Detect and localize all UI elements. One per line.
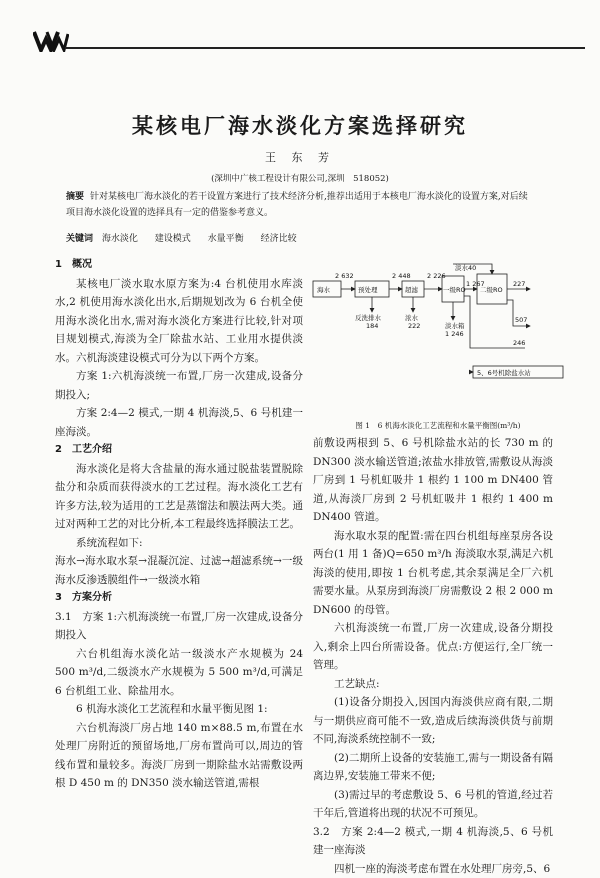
section-heading: 3 方案分析 xyxy=(55,589,303,608)
paragraph: (1)设备分期投入,因国内海淡供应商有限,二期与一期供应商可能不一致,造成后续海淡供货与前期不同,海淡系统控制不一致; xyxy=(313,693,553,749)
wash-label: 反洗排水 xyxy=(355,313,382,322)
paragraph: 6 机海水淡化工艺流程和水量平衡见图 1: xyxy=(55,700,303,719)
value: 1 246 xyxy=(445,330,464,338)
demin-label: 5、6号机除盐水站 xyxy=(477,368,531,377)
ro2-label: 二级RO xyxy=(480,285,503,294)
ro1-label: 一级RO xyxy=(443,285,466,294)
pretreat-label: 预处理 xyxy=(358,285,378,294)
process-flow: 海水→海水取水泵→混凝沉淀、过滤→超滤系统→一级海水反渗透膜组件→一级淡水箱 xyxy=(55,552,303,589)
value: 507 xyxy=(515,316,527,324)
abstract-label: 摘要 xyxy=(66,192,84,202)
keywords-label: 关键词 xyxy=(66,234,93,244)
paragraph: 六台机海淡厂房占地 140 m×88.5 m,布置在水处理厂房附近的预留场地,厂房布置尚可以,周边的管线布置和量较多。海淡厂房到一期除盐水站需敷设两根 D 450 m 的 DN350 淡水输送管道,需根 xyxy=(55,719,303,793)
header-rule xyxy=(65,47,585,49)
paragraph: 前敷设两根到 5、6 号机除盐水站的长 730 m 的 DN300 淡水输送管道;浓盐水排放管,需敷设从海淡厂房到 1 号机虹吸井 1 根约 1 100 m DN400 管道,从海淡厂房到 2 号机虹吸井 1 根约 1 400 m DN400 管道。 xyxy=(313,434,553,527)
paragraph: 海水取水泵的配置:需在四台机组每座泵房各设两台(1 用 1 备)Q=650 m³/h 海淡取水泵,满足六机海淡的使用,即按 1 台机考虑,其余泵满足全厂六机需要水量。从泵房到海淡厂房需敷设 2 根 2 000 m DN600 的母管。 xyxy=(313,527,553,620)
paragraph: 四机一座的海淡考虑布置在水处理厂房旁,5、6 xyxy=(313,860,553,878)
paragraph: 方案 1:六机海淡统一布置,厂房一次建成,设备分期投入; xyxy=(55,367,303,404)
affiliation: (深圳中广核工程设计有限公司,深圳 518052) xyxy=(0,172,600,184)
paragraph: 海水淡化是将大含盐量的海水通过脱盐装置脱除盐分和杂质而获得淡水的工艺过程。海水淡化工艺有许多方法,较为适用的工艺是蒸馏法和膜法两大类。通过对两种工艺的对比分析,本工程最终选择膜法工艺。 xyxy=(55,460,303,534)
abstract xyxy=(66,189,536,221)
keyword: 经济比较 xyxy=(261,234,297,244)
keyword: 水量平衡 xyxy=(208,234,244,244)
section-heading: 1 概况 xyxy=(55,256,303,275)
value: 184 xyxy=(366,322,378,330)
value: 246 xyxy=(513,339,525,347)
left-column xyxy=(55,256,303,793)
journal-logo xyxy=(33,30,69,52)
author: 王 东 芳 xyxy=(0,149,600,165)
paragraph: 某核电厂淡水取水原方案为:4 台机使用水库淡水,2 机使用海水淡化出水,后期规划改为 6 台机全使用海水淡化出水,需对海水淡化方案进行比较,针对项目规划模式,海淡为全厂除盐水站、工业用水提供淡水。六机海淡建设模式可分为以下两个方案。 xyxy=(55,275,303,368)
subsection-heading: 3.2 方案 2:4—2 模式,一期 4 机海淡,5、6 号机建一座海淡 xyxy=(313,823,553,860)
paragraph: 方案 2:4—2 模式,一期 4 机海淡,5、6 号机建一座海淡。 xyxy=(55,404,303,441)
keyword: 海水淡化 xyxy=(102,234,138,244)
value: 1 267 xyxy=(466,280,485,288)
value: 2 632 xyxy=(335,272,354,280)
section-heading: 2 工艺介绍 xyxy=(55,441,303,460)
tank2-label: 淡水箱 xyxy=(445,321,465,330)
paper-title: 某核电厂海水淡化方案选择研究 xyxy=(0,110,600,140)
value: 2 226 xyxy=(427,272,446,280)
seawater-label: 海水 xyxy=(317,285,331,294)
paragraph: (2)二期所上设备的安装施工,需与一期设备有隔离边界,安装施工带来不便; xyxy=(313,749,553,786)
value: 222 xyxy=(408,322,420,330)
value: 2 448 xyxy=(392,272,411,280)
tank-label: 淡水40 xyxy=(455,263,476,272)
paragraph: 六机海淡统一布置,厂房一次建成,设备分期投入,剩余上四台所需设备。优点:方便运行,全厂统一管理。 xyxy=(313,619,553,675)
subsection-heading: 3.1 方案 1:六机海淡统一布置,厂房一次建成,设备分期投入 xyxy=(55,608,303,645)
paragraph: 系统流程如下: xyxy=(55,534,303,553)
uf-label: 超滤 xyxy=(405,285,419,294)
right-column xyxy=(313,434,553,878)
keywords xyxy=(66,231,311,244)
paragraph: (3)需过早的考虑敷设 5、6 号机的管道,经过若干年后,管道将出现的状况不可预见。 xyxy=(313,786,553,823)
flow-diagram xyxy=(305,256,565,431)
conc-label: 浓水 xyxy=(405,313,419,322)
keyword: 建设模式 xyxy=(155,234,191,244)
abstract-text: 针对某核电厂海水淡化的若干设置方案进行了技术经济分析,推荐出适用于本核电厂海水淡化的设置方案,对后续项目海水淡化设置的选择具有一定的借鉴参考意义。 xyxy=(66,192,528,218)
paragraph: 六台机组海水淡化站一级淡水产水规模为 24 500 m³/d,二级淡水产水规模为 5 500 m³/d,可满足 6 台机组工业、除盐用水。 xyxy=(55,645,303,701)
value: 227 xyxy=(513,280,525,288)
figure-caption: 图 1 6 机海水淡化工艺流程和水量平衡图(m³/h) xyxy=(313,420,563,431)
paragraph: 工艺缺点: xyxy=(313,675,553,694)
